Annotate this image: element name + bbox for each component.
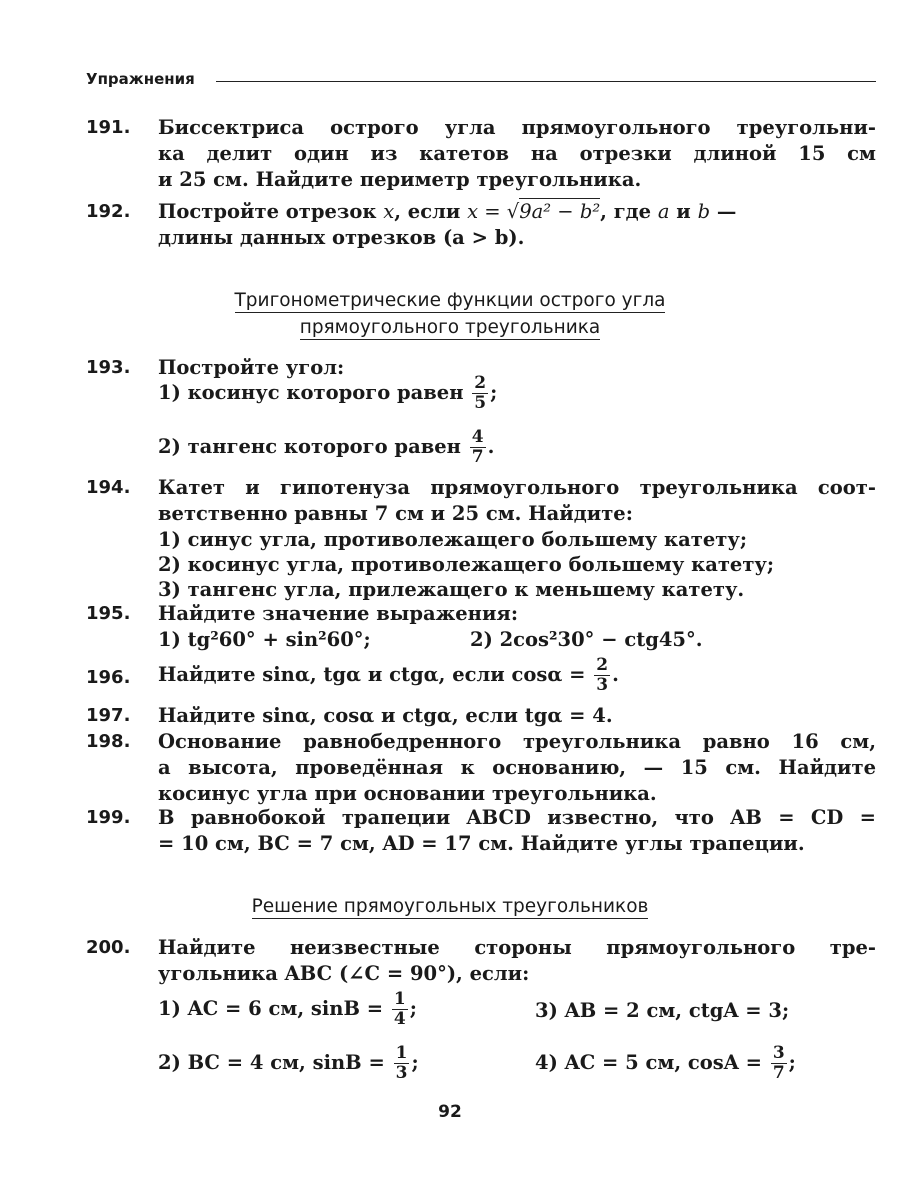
problem-199-line-2: = 10 см, BC = 7 см, AD = 17 см. Найдите углы трапеции. bbox=[158, 832, 805, 855]
problem-number-195: 195. bbox=[86, 603, 131, 624]
fraction-1-3 bbox=[394, 1044, 410, 1083]
problem-200-case-1 bbox=[158, 990, 417, 1029]
fraction-denominator: 5 bbox=[474, 393, 487, 413]
punct: ; bbox=[411, 1051, 419, 1074]
fraction-denominator: 4 bbox=[393, 1009, 406, 1029]
punct: ; bbox=[788, 1051, 796, 1074]
problem-195-line-1: Найдите значение выражения: bbox=[158, 602, 519, 625]
problem-191-line-3: и 25 см. Найдите периметр треугольника. bbox=[158, 168, 642, 191]
problem-191-line-2: ка делит один из катетов на отрезки длиной 15 см bbox=[158, 142, 876, 165]
problem-number-200: 200. bbox=[86, 937, 131, 958]
problem-200-case-4 bbox=[535, 1044, 796, 1083]
problem-197-line-1: Найдите sinα, cosα и ctgα, если tgα = 4. bbox=[158, 704, 613, 727]
punct: . bbox=[612, 663, 619, 686]
problem-193-item-1-text: 1) косинус которого равен bbox=[158, 381, 464, 404]
fraction-numerator: 4 bbox=[471, 427, 484, 447]
header-title: Упражнения bbox=[86, 70, 195, 88]
problem-200-line-2: угольника ABC (∠C = 90°), если: bbox=[158, 962, 530, 985]
problem-number-192: 192. bbox=[86, 201, 131, 222]
problem-193-item-2-text: 2) тангенс которого равен bbox=[158, 435, 461, 458]
problem-number-198: 198. bbox=[86, 731, 131, 752]
fraction-numerator: 1 bbox=[395, 1043, 408, 1063]
section-title-solve-text: Решение прямоугольных треугольников bbox=[251, 896, 649, 917]
problem-200-line-1: Найдите неизвестные стороны прямоугольного тре- bbox=[158, 936, 876, 959]
problem-192-text-e: — bbox=[710, 200, 737, 223]
problem-number-194: 194. bbox=[86, 477, 131, 498]
problem-194-line-5: 3) тангенс угла, прилежащего к меньшему катету. bbox=[158, 578, 745, 601]
problem-number-193: 193. bbox=[86, 357, 131, 378]
problem-193-item-2 bbox=[158, 428, 494, 467]
problem-194-line-2: ветственно равны 7 см и 25 см. Найдите: bbox=[158, 502, 633, 525]
problem-193-line-1: Постройте угол: bbox=[158, 356, 345, 379]
problem-194-line-3: 1) синус угла, противолежащего большему катету; bbox=[158, 528, 748, 551]
fraction-numerator: 2 bbox=[596, 655, 609, 675]
fraction-denominator: 7 bbox=[471, 447, 484, 467]
var-x: x bbox=[383, 200, 395, 223]
problem-192-text-d: и bbox=[669, 200, 698, 223]
problem-196-text: Найдите sinα, tgα и ctgα, если cosα = bbox=[158, 663, 586, 686]
formula-lhs: x = √ bbox=[467, 200, 520, 223]
problem-number-191: 191. bbox=[86, 117, 131, 138]
fraction-numerator: 3 bbox=[772, 1043, 785, 1063]
fraction-1-4 bbox=[392, 990, 408, 1029]
problem-194-line-1: Катет и гипотенуза прямоугольного треугольника соот- bbox=[158, 476, 876, 499]
case-4-text: 4) AC = 5 см, cosA = bbox=[535, 1051, 763, 1074]
problem-number-199: 199. bbox=[86, 807, 131, 828]
fraction-2-5 bbox=[472, 374, 488, 413]
case-1-text: 1) AC = 6 см, sinB = bbox=[158, 997, 384, 1020]
problem-192-line-2: длины данных отрезков (a > b). bbox=[158, 226, 525, 249]
section-title-trig-2 bbox=[0, 315, 900, 341]
fraction-numerator: 2 bbox=[474, 373, 487, 393]
var-a: a bbox=[657, 200, 670, 223]
problem-192-text-a: Постройте отрезок bbox=[158, 200, 384, 223]
problem-192-line-1 bbox=[158, 200, 876, 224]
fraction-4-7 bbox=[470, 428, 486, 467]
problem-192-text-c: , где bbox=[600, 200, 658, 223]
fraction-numerator: 1 bbox=[393, 989, 406, 1009]
problem-192-text-b: , если bbox=[394, 200, 468, 223]
problem-191-line-1: Биссектриса острого угла прямоугольного треугольни- bbox=[158, 116, 876, 139]
problem-number-197: 197. bbox=[86, 705, 131, 726]
running-header bbox=[86, 70, 876, 90]
page-number: 92 bbox=[438, 1102, 462, 1122]
case-2-text: 2) BC = 4 см, sinB = bbox=[158, 1051, 385, 1074]
punct: . bbox=[487, 435, 495, 458]
var-b: b bbox=[697, 200, 711, 223]
punct: ; bbox=[490, 381, 498, 404]
section-title-trig-2-text: прямоугольного треугольника bbox=[299, 317, 601, 338]
header-rule bbox=[216, 81, 876, 82]
fraction-2-3 bbox=[594, 656, 610, 695]
problem-199-line-1: В равнобокой трапеции ABCD известно, что AB = CD = bbox=[158, 806, 876, 829]
punct: ; bbox=[409, 997, 417, 1020]
problem-193-item-1 bbox=[158, 374, 497, 413]
problem-200-case-3: 3) AB = 2 см, ctgA = 3; bbox=[535, 999, 790, 1022]
problem-number-196: 196. bbox=[86, 667, 131, 688]
formula-radicand: 9a² − b² bbox=[519, 200, 601, 223]
fraction-denominator: 3 bbox=[596, 675, 609, 695]
problem-200-case-2 bbox=[158, 1044, 419, 1083]
section-title-solve bbox=[0, 894, 900, 920]
fraction-3-7 bbox=[771, 1044, 787, 1083]
problem-195-expr-2: 2) 2cos²30° − ctg45°. bbox=[470, 628, 703, 651]
section-title-trig-1 bbox=[0, 288, 900, 314]
problem-198-line-2: а высота, проведённая к основанию, — 15 см. Найдите bbox=[158, 756, 876, 779]
problem-196-line-1 bbox=[158, 656, 619, 695]
problem-194-line-4: 2) косинус угла, противолежащего большему катету; bbox=[158, 553, 775, 576]
fraction-denominator: 3 bbox=[395, 1063, 408, 1083]
problem-195-expr-1: 1) tg²60° + sin²60°; bbox=[158, 628, 371, 651]
section-title-trig-1-text: Тригонометрические функции острого угла bbox=[234, 290, 666, 311]
problem-198-line-3: косинус угла при основании треугольника. bbox=[158, 782, 657, 805]
problem-198-line-1: Основание равнобедренного треугольника равно 16 см, bbox=[158, 730, 876, 753]
fraction-denominator: 7 bbox=[772, 1063, 785, 1083]
